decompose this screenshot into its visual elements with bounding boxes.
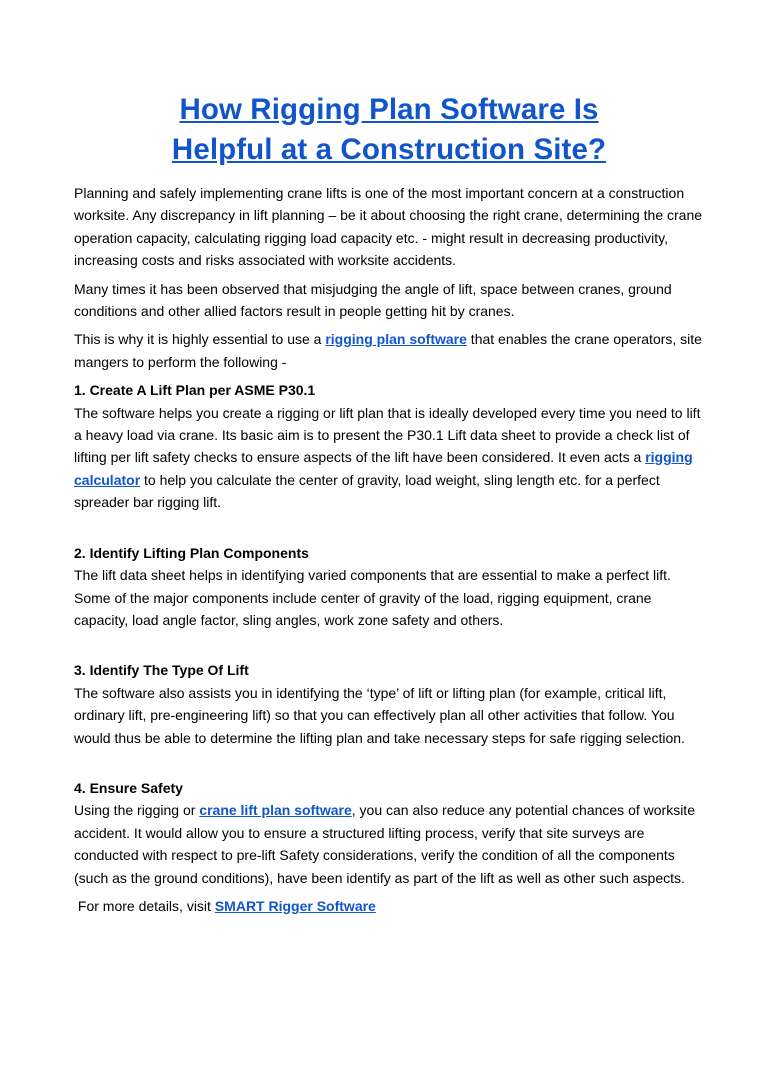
document-page xyxy=(74,90,704,917)
section-4-body xyxy=(74,799,704,889)
section-1-heading: 1. Create A Lift Plan per ASME P30.1 xyxy=(74,382,316,399)
page-title xyxy=(74,90,704,170)
rigging-calculator-link[interactable]: rigging calculator xyxy=(74,449,693,488)
intro-p3-text-before: This is why it is highly essential to use a xyxy=(74,331,326,348)
section-1-text-after: to help you calculate the center of gravity, load weight, sling length etc. for a perfect spreader bar rigging lift. xyxy=(74,471,660,511)
title-line-1: How Rigging Plan Software Is xyxy=(179,93,599,126)
section-3-body: The software also assists you in identifying the ‘type’ of lift or lifting plan (for example, critical lift, ordinary lift, pre-engineering lift) so that you can effectively plan all other activities that follow. You would thus be able to determine the lifting plan and take necessary steps for safe rigging selection. xyxy=(74,684,685,746)
section-2-body: The lift data sheet helps in identifying varied components that are essential to make a perfect lift. Some of the major components include center of gravity of the load, rigging equipment, crane capacity, load angle factor, sling angles, work zone safety and others. xyxy=(74,567,671,628)
rigging-plan-software-link[interactable]: rigging plan software xyxy=(325,331,467,348)
section-1-text-before: The software helps you create a rigging or lift plan that is ideally developed every time you need to lift a heavy load via crane. Its basic aim is to present the P30.1 Lift data sheet to provide a check list of lifting per lift safety checks to ensure aspects of the lift have been considered. It even acts a xyxy=(74,404,701,466)
footer-text: For more details, visit xyxy=(74,897,215,914)
section-1-body xyxy=(74,402,704,514)
intro-paragraph-1: Planning and safely implementing crane lifts is one of the most important concern at a construction worksite. Any discrepancy in lift planning – be it about choosing the right crane, determining the crane operation capacity, calculating rigging load capacity etc. - might result in decreasing productivity, increasing costs and risks associated with worksite accidents. xyxy=(74,185,703,269)
crane-lift-plan-software-link[interactable]: crane lift plan software xyxy=(199,802,352,819)
footer-paragraph xyxy=(74,895,704,917)
section-3-heading: 3. Identify The Type Of Lift xyxy=(74,662,249,679)
section-4-text-after: , you can also reduce any potential chances of worksite accident. It would allow you to ensure a structured lifting process, verify that site surveys are conducted with respect to pre-lift Safety considerations, verify the condition of all the components (such as the ground conditions), have been identify as part of the lift as well as other such aspects. xyxy=(74,802,695,886)
intro-p3-text-after: that enables the crane operators, site mangers to perform the following - xyxy=(74,331,702,370)
title-line-2: Helpful at a Construction Site? xyxy=(171,133,607,166)
intro-paragraph-2: Many times it has been observed that misjudging the angle of lift, space between cranes, ground conditions and other allied factors result in people getting hit by cranes. xyxy=(74,280,672,320)
smart-rigger-software-link[interactable]: SMART Rigger Software xyxy=(214,897,376,914)
section-4-text-before: Using the rigging or xyxy=(74,802,200,819)
section-2-heading: 2. Identify Lifting Plan Components xyxy=(74,544,309,561)
section-4-heading: 4. Ensure Safety xyxy=(74,779,183,796)
intro-paragraph-3 xyxy=(74,328,704,373)
